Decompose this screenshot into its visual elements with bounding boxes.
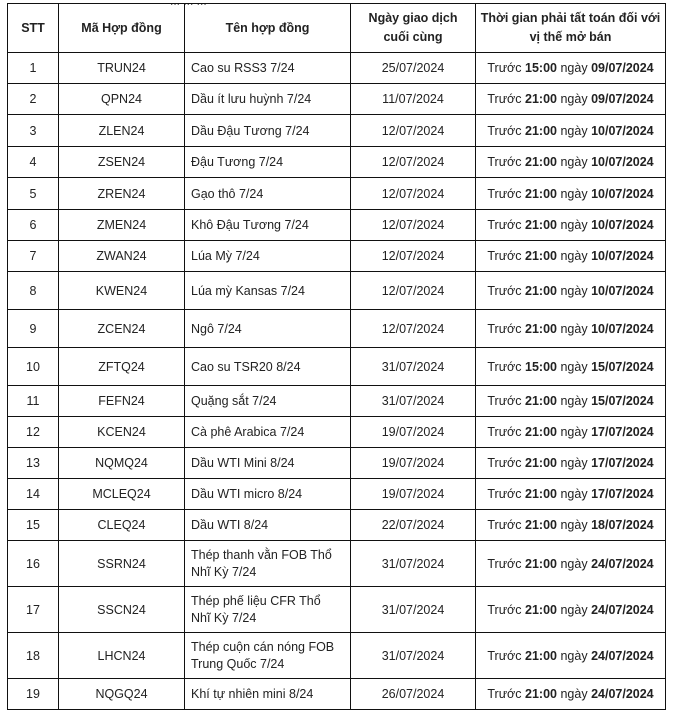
- table-row: [8, 53, 666, 84]
- contract-name: [185, 541, 351, 587]
- contract-name: Quặng sắt 7/24: [185, 386, 351, 417]
- last-trade-date: 31/07/2024: [351, 541, 476, 587]
- settle-date: 24/07/2024: [591, 602, 654, 617]
- row-stt: 5: [8, 178, 59, 210]
- settle-time: 21:00: [525, 602, 557, 617]
- table-row: [8, 479, 666, 510]
- settle-time: 21:00: [525, 456, 557, 470]
- row-stt: 2: [8, 84, 59, 115]
- settle-mid: ngày: [560, 456, 588, 470]
- contract-name: Dầu WTI Mini 8/24: [185, 448, 351, 479]
- settle-prefix: Trước: [487, 456, 522, 470]
- settle-mid: ngày: [560, 425, 588, 439]
- header-row: [8, 4, 666, 53]
- settle-time: 21:00: [525, 186, 557, 201]
- table-row: [8, 679, 666, 710]
- settle-deadline: [476, 386, 666, 417]
- table-row: [8, 272, 666, 310]
- settle-date: 10/07/2024: [591, 218, 654, 232]
- settle-date: 10/07/2024: [591, 283, 654, 298]
- last-trade-date: 12/07/2024: [351, 178, 476, 210]
- table-row: [8, 448, 666, 479]
- settle-date: 09/07/2024: [591, 92, 654, 106]
- settle-date: 10/07/2024: [591, 123, 654, 138]
- row-stt: 19: [8, 679, 59, 710]
- settle-time: 21:00: [525, 648, 557, 663]
- settle-prefix: Trước: [487, 321, 522, 336]
- settle-deadline: [476, 272, 666, 310]
- row-stt: 11: [8, 386, 59, 417]
- contract-name: Dầu WTI 8/24: [185, 510, 351, 541]
- settle-mid: ngày: [560, 155, 588, 169]
- settle-deadline: [476, 541, 666, 587]
- settle-mid: ngày: [560, 218, 588, 232]
- header-name: Tên hợp đồng: [185, 4, 351, 53]
- settle-prefix: Trước: [487, 648, 522, 663]
- header-settle-line1: Thời gian phải tất toán đối với: [480, 11, 661, 25]
- table-row: [8, 115, 666, 147]
- settle-date: 10/07/2024: [591, 249, 654, 263]
- row-stt: 9: [8, 310, 59, 348]
- settle-deadline: [476, 417, 666, 448]
- settle-time: 21:00: [525, 155, 557, 169]
- contract-code: NQMQ24: [59, 448, 185, 479]
- contract-name: Khô Đậu Tương 7/24: [185, 210, 351, 241]
- last-trade-date: 11/07/2024: [351, 84, 476, 115]
- settle-time: 21:00: [525, 518, 557, 532]
- settle-date: 24/07/2024: [591, 648, 654, 663]
- row-stt: 4: [8, 147, 59, 178]
- settlement-table: [7, 3, 666, 710]
- settle-time: 21:00: [525, 687, 557, 701]
- settle-mid: ngày: [560, 92, 588, 106]
- settle-prefix: Trước: [487, 518, 522, 532]
- table-row: [8, 241, 666, 272]
- contract-name-line2: Nhĩ Kỳ 7/24: [191, 564, 257, 579]
- contract-name: Dầu WTI micro 8/24: [185, 479, 351, 510]
- last-trade-date: 12/07/2024: [351, 115, 476, 147]
- table-row: [8, 510, 666, 541]
- settle-prefix: Trước: [487, 123, 522, 138]
- row-stt: 18: [8, 633, 59, 679]
- settle-mid: ngày: [560, 687, 588, 701]
- contract-code: SSRN24: [59, 541, 185, 587]
- settle-deadline: [476, 115, 666, 147]
- settle-date: 15/07/2024: [591, 394, 654, 408]
- contract-code: TRUN24: [59, 53, 185, 84]
- contract-name: Dầu ít lưu huỳnh 7/24: [185, 84, 351, 115]
- settle-prefix: Trước: [487, 283, 522, 298]
- row-stt: 6: [8, 210, 59, 241]
- row-stt: 10: [8, 348, 59, 386]
- row-stt: 3: [8, 115, 59, 147]
- header-stt: STT: [8, 4, 59, 53]
- contract-code: ZWAN24: [59, 241, 185, 272]
- row-stt: 8: [8, 272, 59, 310]
- settle-date: 17/07/2024: [591, 487, 654, 501]
- settle-mid: ngày: [560, 648, 588, 663]
- settle-time: 21:00: [525, 283, 557, 298]
- settle-prefix: Trước: [487, 218, 522, 232]
- last-trade-date: 31/07/2024: [351, 587, 476, 633]
- header-code: Mã Hợp đồng: [59, 4, 185, 53]
- header-last-trade-line2: cuối cùng: [383, 30, 443, 44]
- contract-code: ZFTQ24: [59, 348, 185, 386]
- settle-time: 21:00: [525, 92, 557, 106]
- contract-name-line1: Thép cuộn cán nóng FOB: [191, 639, 335, 654]
- contract-name: Ngô 7/24: [185, 310, 351, 348]
- settle-prefix: Trước: [487, 687, 522, 701]
- table-row: [8, 310, 666, 348]
- settle-prefix: Trước: [487, 602, 522, 617]
- settle-date: 10/07/2024: [591, 186, 654, 201]
- row-stt: 15: [8, 510, 59, 541]
- settle-mid: ngày: [560, 61, 588, 75]
- settle-date: 17/07/2024: [591, 456, 654, 470]
- contract-code: LHCN24: [59, 633, 185, 679]
- settle-prefix: Trước: [487, 425, 522, 439]
- settle-deadline: [476, 633, 666, 679]
- table-row: [8, 417, 666, 448]
- settle-mid: ngày: [560, 394, 588, 408]
- contract-name: Lúa mỳ Kansas 7/24: [185, 272, 351, 310]
- contract-name: Gạo thô 7/24: [185, 178, 351, 210]
- settle-prefix: Trước: [487, 155, 522, 169]
- table-row: [8, 210, 666, 241]
- last-trade-date: 31/07/2024: [351, 633, 476, 679]
- settle-deadline: [476, 241, 666, 272]
- contract-code: QPN24: [59, 84, 185, 115]
- table-row: [8, 541, 666, 587]
- settle-time: 21:00: [525, 425, 557, 439]
- header-last-trade-line1: Ngày giao dịch: [368, 11, 458, 25]
- settle-deadline: [476, 210, 666, 241]
- settle-date: 18/07/2024: [591, 518, 654, 532]
- settle-deadline: [476, 348, 666, 386]
- settle-time: 15:00: [525, 61, 557, 75]
- contract-name: [185, 633, 351, 679]
- table-row: [8, 147, 666, 178]
- settle-prefix: Trước: [487, 249, 522, 263]
- row-stt: 1: [8, 53, 59, 84]
- last-trade-date: 12/07/2024: [351, 147, 476, 178]
- contract-name: Đậu Tương 7/24: [185, 147, 351, 178]
- settle-mid: ngày: [560, 487, 588, 501]
- settle-mid: ngày: [560, 359, 588, 374]
- settle-deadline: [476, 587, 666, 633]
- contract-name-line1: Thép thanh vằn FOB Thổ: [191, 547, 332, 562]
- header-settle-line2: vị thế mở bán: [529, 30, 612, 44]
- settle-mid: ngày: [560, 186, 588, 201]
- settle-date: 15/07/2024: [591, 359, 654, 374]
- table-row: [8, 348, 666, 386]
- contract-code: FEFN24: [59, 386, 185, 417]
- settle-mid: ngày: [560, 283, 588, 298]
- settle-deadline: [476, 147, 666, 178]
- settle-prefix: Trước: [487, 61, 522, 75]
- table-row: [8, 178, 666, 210]
- last-trade-date: 31/07/2024: [351, 386, 476, 417]
- contract-code: ZREN24: [59, 178, 185, 210]
- settle-deadline: [476, 479, 666, 510]
- settle-date: 10/07/2024: [591, 155, 654, 169]
- contract-name: Lúa Mỳ 7/24: [185, 241, 351, 272]
- settle-date: 17/07/2024: [591, 425, 654, 439]
- settle-deadline: [476, 178, 666, 210]
- settle-mid: ngày: [560, 249, 588, 263]
- settle-time: 21:00: [525, 487, 557, 501]
- contract-code: ZSEN24: [59, 147, 185, 178]
- contract-code: KWEN24: [59, 272, 185, 310]
- contract-code: MCLEQ24: [59, 479, 185, 510]
- settle-mid: ngày: [560, 518, 588, 532]
- header-settle: [476, 4, 666, 53]
- settle-time: 21:00: [525, 218, 557, 232]
- table-row: [8, 84, 666, 115]
- settle-time: 21:00: [525, 394, 557, 408]
- last-trade-date: 19/07/2024: [351, 417, 476, 448]
- row-stt: 17: [8, 587, 59, 633]
- settle-prefix: Trước: [487, 92, 522, 106]
- settle-deadline: [476, 84, 666, 115]
- settle-deadline: [476, 53, 666, 84]
- settle-deadline: [476, 510, 666, 541]
- last-trade-date: 26/07/2024: [351, 679, 476, 710]
- contract-code: KCEN24: [59, 417, 185, 448]
- row-stt: 7: [8, 241, 59, 272]
- settle-prefix: Trước: [487, 556, 522, 571]
- contract-code: ZMEN24: [59, 210, 185, 241]
- settle-prefix: Trước: [487, 186, 522, 201]
- last-trade-date: 25/07/2024: [351, 53, 476, 84]
- contract-name: [185, 587, 351, 633]
- settle-prefix: Trước: [487, 359, 522, 374]
- settle-time: 21:00: [525, 321, 557, 336]
- contract-name: Cà phê Arabica 7/24: [185, 417, 351, 448]
- contract-code: ZLEN24: [59, 115, 185, 147]
- last-trade-date: 22/07/2024: [351, 510, 476, 541]
- settle-time: 21:00: [525, 556, 557, 571]
- settle-prefix: Trước: [487, 394, 522, 408]
- cropped-text: ... ... ...: [170, 0, 207, 8]
- row-stt: 12: [8, 417, 59, 448]
- row-stt: 13: [8, 448, 59, 479]
- settle-mid: ngày: [560, 321, 588, 336]
- last-trade-date: 12/07/2024: [351, 272, 476, 310]
- header-last-trade: [351, 4, 476, 53]
- last-trade-date: 12/07/2024: [351, 310, 476, 348]
- row-stt: 16: [8, 541, 59, 587]
- settle-date: 09/07/2024: [591, 61, 654, 75]
- last-trade-date: 19/07/2024: [351, 448, 476, 479]
- last-trade-date: 19/07/2024: [351, 479, 476, 510]
- contract-name: Khí tự nhiên mini 8/24: [185, 679, 351, 710]
- table-row: [8, 587, 666, 633]
- contract-code: SSCN24: [59, 587, 185, 633]
- settle-deadline: [476, 679, 666, 710]
- settle-time: 15:00: [525, 359, 557, 374]
- contract-name: Cao su TSR20 8/24: [185, 348, 351, 386]
- table-body: [8, 53, 666, 710]
- last-trade-date: 31/07/2024: [351, 348, 476, 386]
- settle-date: 10/07/2024: [591, 321, 654, 336]
- contract-code: CLEQ24: [59, 510, 185, 541]
- settle-date: 24/07/2024: [591, 687, 654, 701]
- row-stt: 14: [8, 479, 59, 510]
- contract-name: Cao su RSS3 7/24: [185, 53, 351, 84]
- contract-code: ZCEN24: [59, 310, 185, 348]
- last-trade-date: 12/07/2024: [351, 241, 476, 272]
- contract-code: NQGQ24: [59, 679, 185, 710]
- settle-deadline: [476, 310, 666, 348]
- settle-deadline: [476, 448, 666, 479]
- last-trade-date: 12/07/2024: [351, 210, 476, 241]
- settle-time: 21:00: [525, 123, 557, 138]
- table-row: [8, 386, 666, 417]
- contract-name: Dầu Đậu Tương 7/24: [185, 115, 351, 147]
- settle-date: 24/07/2024: [591, 556, 654, 571]
- settle-mid: ngày: [560, 602, 588, 617]
- table-row: [8, 633, 666, 679]
- settle-time: 21:00: [525, 249, 557, 263]
- contract-name-line2: Nhĩ Kỳ 7/24: [191, 610, 257, 625]
- contract-name-line2: Trung Quốc 7/24: [191, 656, 285, 671]
- settle-prefix: Trước: [487, 487, 522, 501]
- contract-name-line1: Thép phế liệu CFR Thổ: [191, 593, 321, 608]
- settle-mid: ngày: [560, 556, 588, 571]
- settle-mid: ngày: [560, 123, 588, 138]
